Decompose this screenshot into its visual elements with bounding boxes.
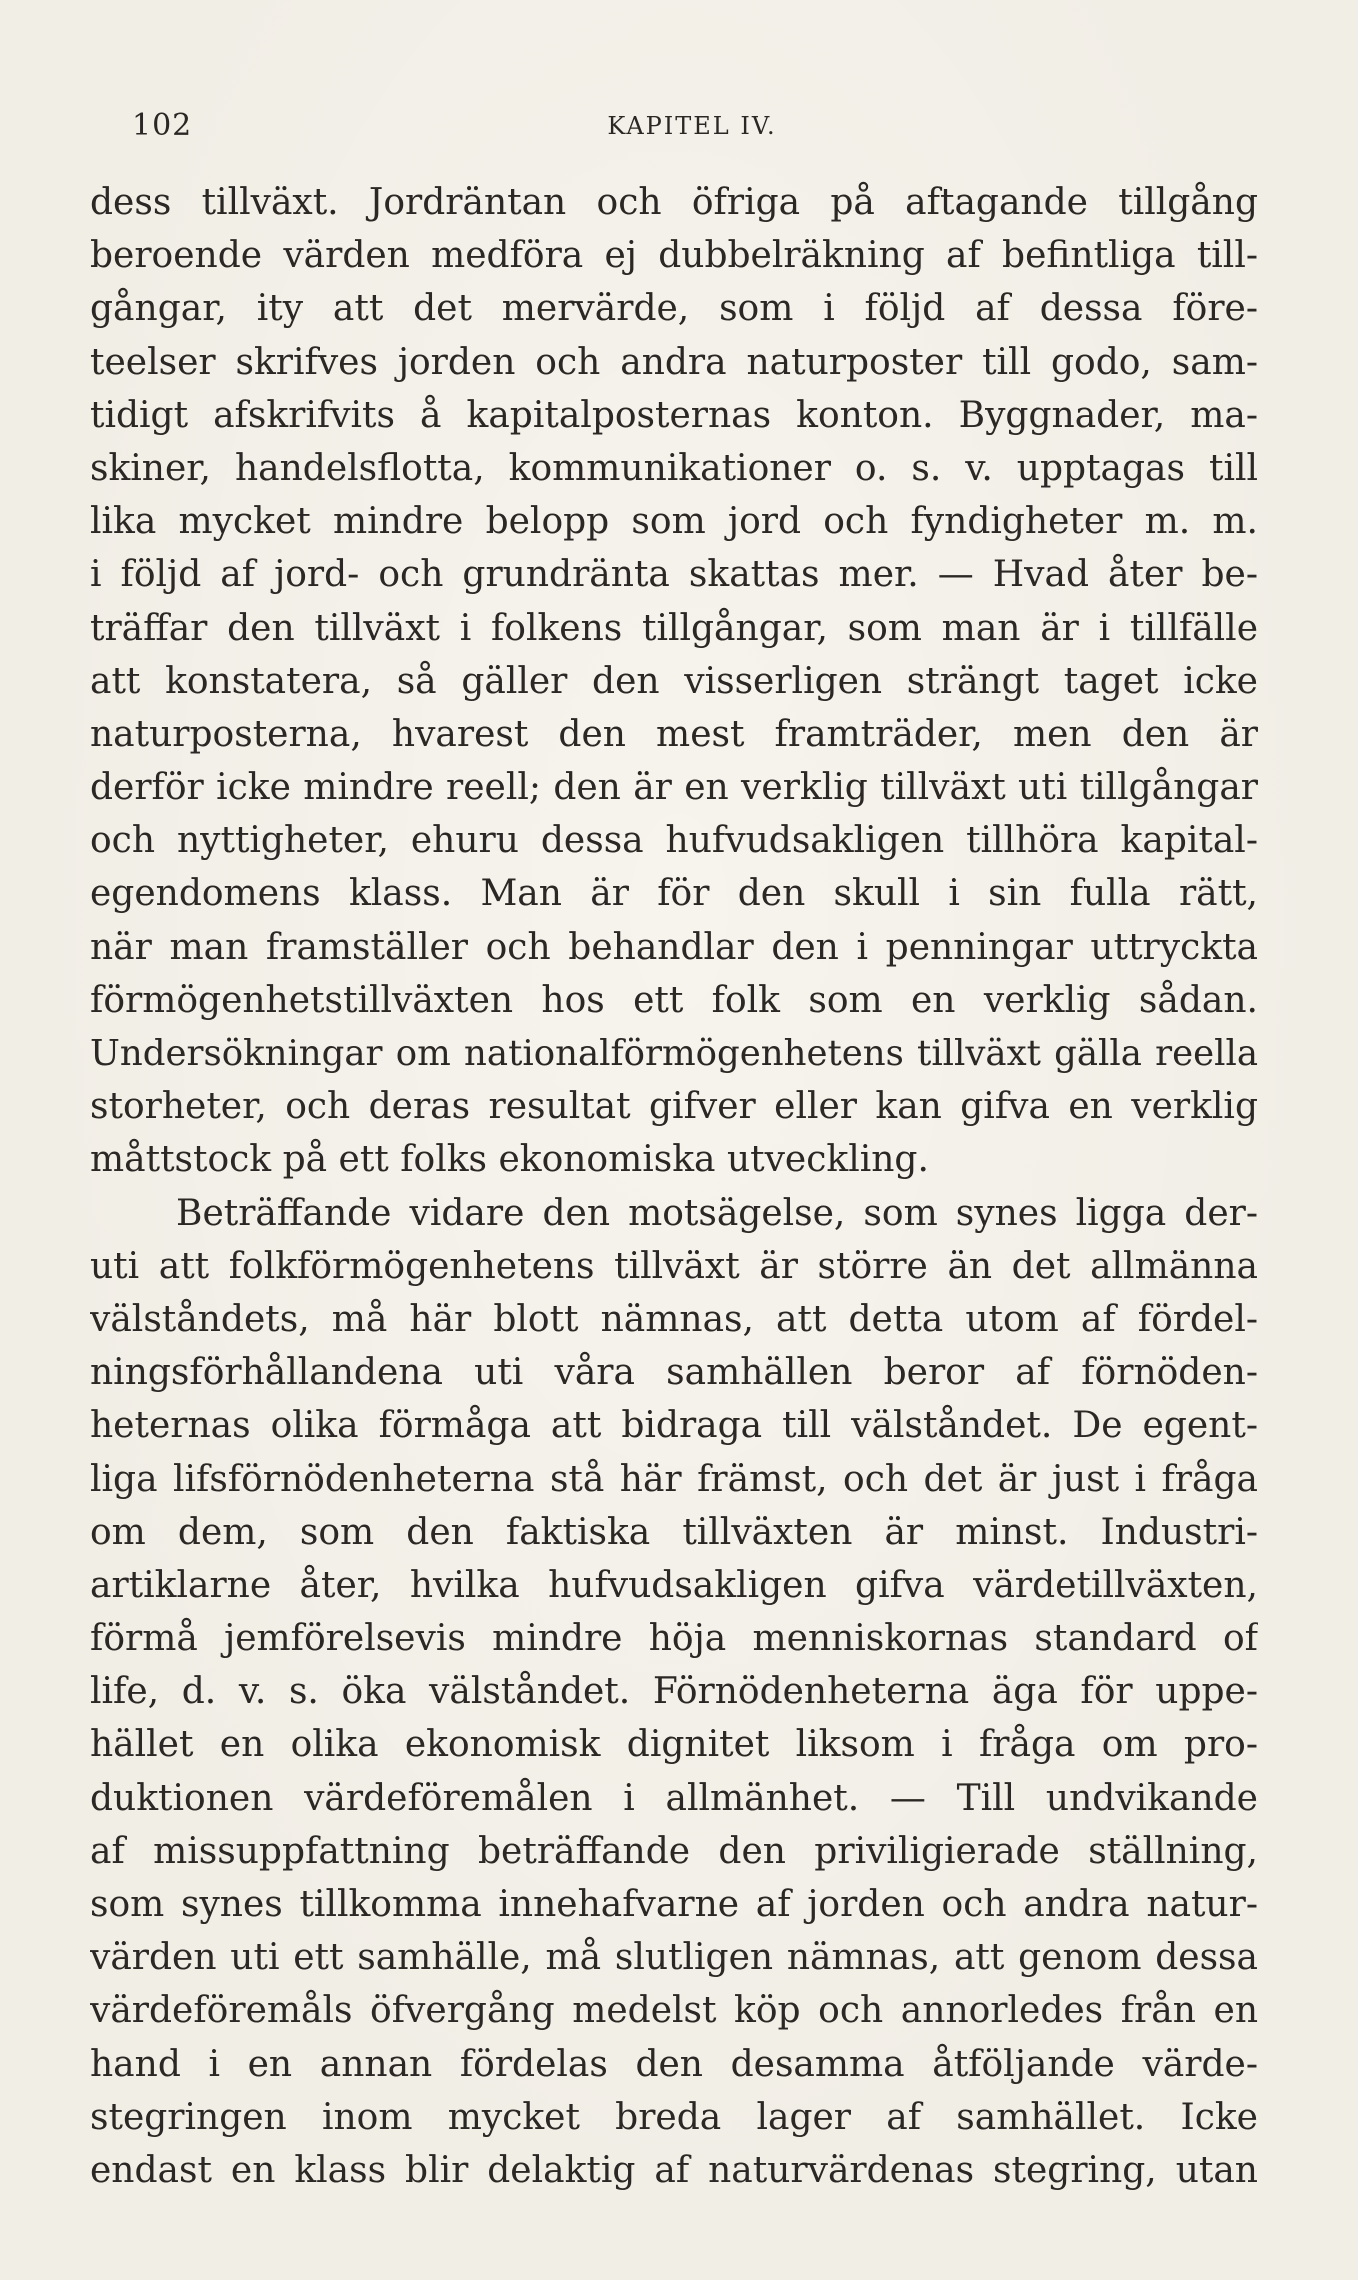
text-line: ningsförhållandena uti våra samhällen beror af förnöden-: [90, 1352, 1258, 1394]
text-line: gångar, ity att det mervärde, som i följd af dessa före-: [90, 288, 1258, 330]
text-line: liga lifsförnödenheterna stå här främst, och det är just i fråga: [90, 1458, 1258, 1500]
text-line: i följd af jord- och grundränta skattas mer. — Hvad åter be-: [90, 554, 1258, 596]
text-line: egendomens klass. Man är för den skull i sin fulla rätt,: [90, 873, 1258, 915]
text-line: och nyttigheter, ehuru dessa hufvudsakligen tillhöra kapital-: [90, 820, 1258, 862]
text-line: beroende värden medföra ej dubbelräkning af befintliga till-: [90, 235, 1258, 277]
text-line: dess tillväxt. Jordräntan och öfriga på aftagande tillgång: [90, 182, 1258, 223]
text-line: duktionen värdeföremålen i allmänhet. — Till undvikande: [90, 1777, 1258, 1819]
text-line: stegringen inom mycket breda lager af samhället. Icke: [90, 2096, 1258, 2138]
text-line: att konstatera, så gäller den visserligen strängt taget icke: [90, 660, 1258, 702]
text-line: välståndets, må här blott nämnas, att detta utom af fördel-: [90, 1298, 1258, 1340]
text-line: värden uti ett samhälle, må slutligen nämnas, att genom dessa: [90, 1937, 1258, 1979]
text-line: uti att folkförmögenhetens tillväxt är större än det allmänna: [90, 1245, 1258, 1287]
page-number: 102: [132, 108, 193, 143]
text-line: endast en klass blir delaktig af naturvärdenas stegring, utan: [90, 2149, 1258, 2191]
text-line: tidigt afskrifvits å kapitalposternas konton. Byggnader, ma-: [90, 394, 1258, 436]
body-text: [90, 176, 1258, 2197]
text-line: förmögenhetstillväxten hos ett folk som en verklig sådan.: [90, 979, 1258, 1021]
text-line: om dem, som den faktiska tillväxten är minst. Industri-: [90, 1511, 1258, 1553]
text-line: skiner, handelsflotta, kommunikationer o. s. v. upptagas till: [90, 447, 1258, 489]
text-line: som synes tillkomma innehafvarne af jorden och andra natur-: [90, 1884, 1258, 1925]
text-line: life, d. v. s. öka välståndet. Förnödenheterna äga för uppe-: [90, 1671, 1258, 1713]
text-line: lika mycket mindre belopp som jord och fyndigheter m. m.: [90, 501, 1258, 543]
text-line: träffar den tillväxt i folkens tillgångar, som man är i tillfälle: [90, 607, 1258, 649]
text-line: värdeföremåls öfvergång medelst köp och annorledes från en: [90, 1990, 1258, 2032]
text-line: förmå jemförelsevis mindre höja menniskornas standard of: [90, 1618, 1258, 1660]
text-line: storheter, och deras resultat gifver eller kan gifva en verklig: [90, 1086, 1258, 1128]
text-line: när man framställer och behandlar den i penningar uttryckta: [90, 926, 1258, 968]
text-line: heternas olika förmåga att bidraga till välståndet. De egent-: [90, 1405, 1258, 1447]
text-line: naturposterna, hvarest den mest framträder, men den är: [90, 713, 1258, 755]
text-line: Undersökningar om nationalförmögenhetens tillväxt gälla reella: [90, 1033, 1258, 1074]
text-line: Beträffande vidare den motsägelse, som synes ligga der-: [176, 1192, 1258, 1234]
text-line: af missuppfattning beträffande den priviligierade ställning,: [90, 1830, 1258, 1872]
text-line: hand i en annan fördelas den desamma åtföljande värde-: [90, 2043, 1258, 2085]
page-header: [132, 108, 1252, 148]
text-line: artiklarne åter, hvilka hufvudsakligen gifva värdetillväxten,: [90, 1564, 1258, 1606]
text-line: teelser skrifves jorden och andra naturposter till godo, sam-: [90, 341, 1258, 383]
text-line: derför icke mindre reell; den är en verklig tillväxt uti tillgångar: [90, 767, 1258, 809]
running-head: KAPITEL IV.: [607, 112, 777, 140]
text-line: hället en olika ekonomisk dignitet liksom i fråga om pro-: [90, 1724, 1258, 1766]
text-line: måttstock på ett folks ekonomiska utveckling.: [90, 1139, 929, 1181]
